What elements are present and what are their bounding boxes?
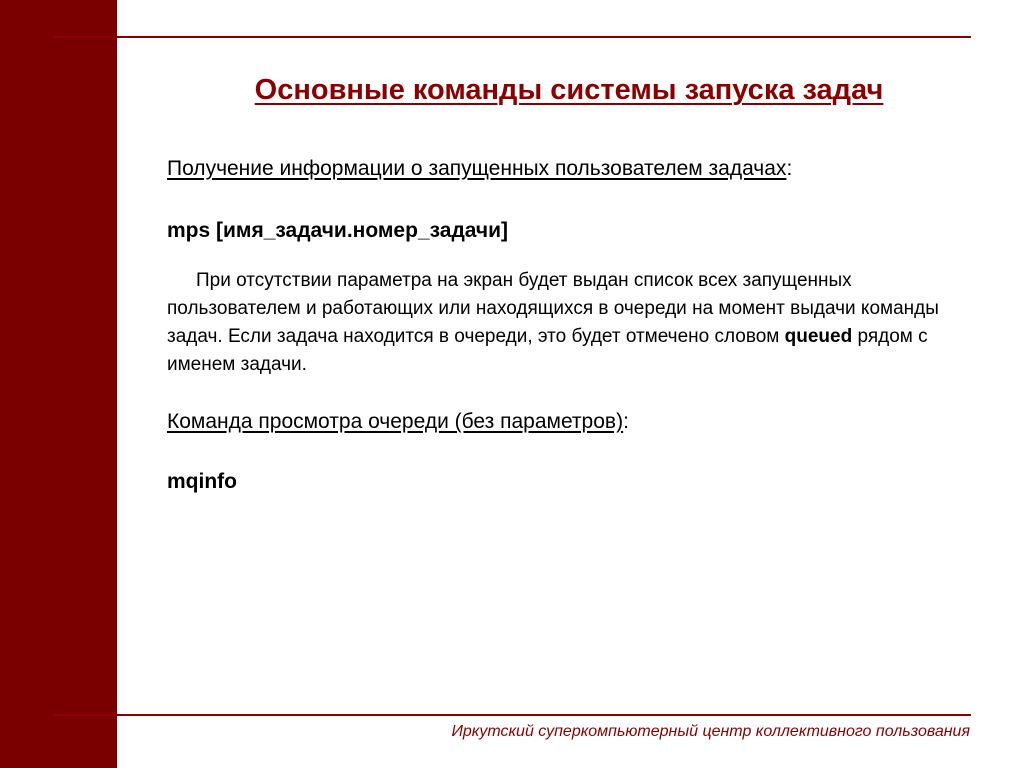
section-heading-queue-colon: :	[623, 410, 629, 433]
section-heading-running-jobs	[167, 155, 977, 183]
section-heading-running-jobs-text: Получение информации о запущенных пользователем задачах	[167, 157, 787, 180]
bottom-rule	[53, 714, 971, 716]
mps-description	[167, 267, 967, 379]
slide-title: Основные команды системы запуска задач	[254, 74, 884, 106]
sidebar-bar	[0, 0, 117, 768]
mps-description-tail: рядом с именем задачи.	[167, 326, 928, 375]
section-heading-queue-text: Команда просмотра очереди (без параметров)	[167, 410, 624, 433]
command-mqinfo: mqinfo	[167, 470, 237, 493]
command-mps: mps [имя_задачи.номер_задачи]	[167, 219, 509, 242]
mps-description-text: При отсутствии параметра на экран будет выдан список всех запущенных пользователем и работающих или находящихся в очереди на момент выдачи команды задач. Если задача находится в очереди, это будет отмечено словом	[167, 270, 939, 347]
slide-content	[167, 155, 977, 496]
footer-organization: Иркутский суперкомпьютерный центр коллективного пользования	[451, 723, 970, 740]
section-heading-running-jobs-colon: :	[786, 157, 793, 180]
top-rule	[53, 36, 971, 38]
section-heading-queue	[167, 408, 977, 436]
keyword-queued: queued	[784, 326, 853, 347]
